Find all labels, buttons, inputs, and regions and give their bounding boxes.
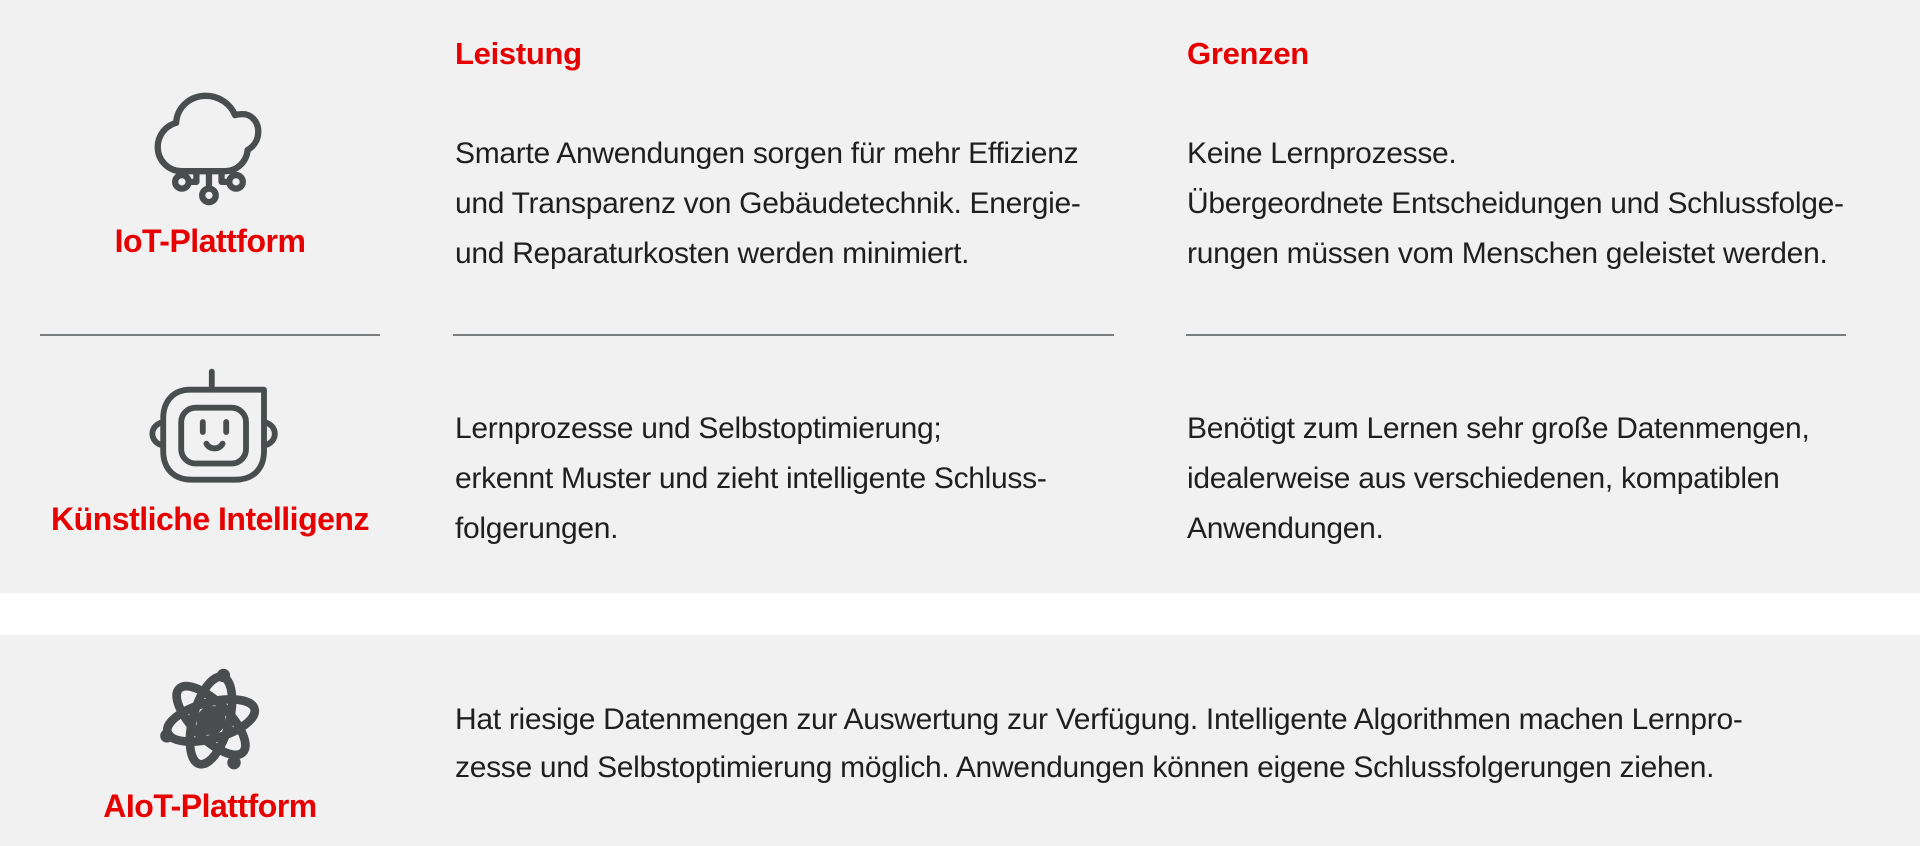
iot-leistung-text bbox=[455, 129, 1081, 279]
ki-leistung-text bbox=[455, 404, 1047, 554]
text-line: rungen müssen vom Menschen geleistet werden. bbox=[1187, 237, 1828, 270]
text-line: idealerweise aus verschiedenen, kompatiblen bbox=[1187, 462, 1780, 495]
text-line: Lernprozesse und Selbstoptimierung; bbox=[455, 412, 942, 445]
cloud-network-icon bbox=[150, 88, 266, 208]
iot-grenzen-text bbox=[1187, 129, 1844, 279]
text-line: erkennt Muster und zieht intelligente Schluss- bbox=[455, 462, 1047, 495]
row-label-iot-plattform: IoT-Plattform bbox=[114, 223, 306, 259]
column-header-grenzen: Grenzen bbox=[1187, 36, 1309, 71]
text-line: Benötigt zum Lernen sehr große Datenmengen, bbox=[1187, 412, 1810, 445]
row-label-kuenstliche-intelligenz: Künstliche Intelligenz bbox=[51, 501, 369, 537]
aiot-summary-section bbox=[0, 635, 1920, 846]
robot-icon bbox=[138, 368, 282, 487]
divider-line bbox=[40, 334, 380, 336]
text-line: folgerungen. bbox=[455, 512, 619, 545]
text-line: Anwendungen. bbox=[1187, 512, 1384, 545]
divider-line bbox=[453, 334, 1114, 336]
text-line: und Reparaturkosten werden minimiert. bbox=[455, 237, 970, 270]
text-line: und Transparenz von Gebäudetechnik. Energie- bbox=[455, 187, 1081, 220]
text-line: Keine Lernprozesse. bbox=[1187, 137, 1457, 170]
text-line: zesse und Selbstoptimierung möglich. Anwendungen können eigene Schlussfolgerungen ziehen. bbox=[455, 751, 1715, 784]
row-label-aiot-plattform: AIoT-Plattform bbox=[103, 788, 317, 824]
atom-icon bbox=[152, 663, 270, 778]
column-header-leistung: Leistung bbox=[455, 36, 582, 71]
divider-line bbox=[1186, 334, 1846, 336]
ki-grenzen-text bbox=[1187, 404, 1809, 554]
text-line: Smarte Anwendungen sorgen für mehr Effizienz bbox=[455, 137, 1079, 170]
text-line: Hat riesige Datenmengen zur Auswertung zur Verfügung. Intelligente Algorithmen machen Lernpro- bbox=[455, 703, 1743, 736]
text-line: Übergeordnete Entscheidungen und Schlussfolge- bbox=[1187, 187, 1844, 220]
aiot-summary-text bbox=[455, 696, 1743, 792]
